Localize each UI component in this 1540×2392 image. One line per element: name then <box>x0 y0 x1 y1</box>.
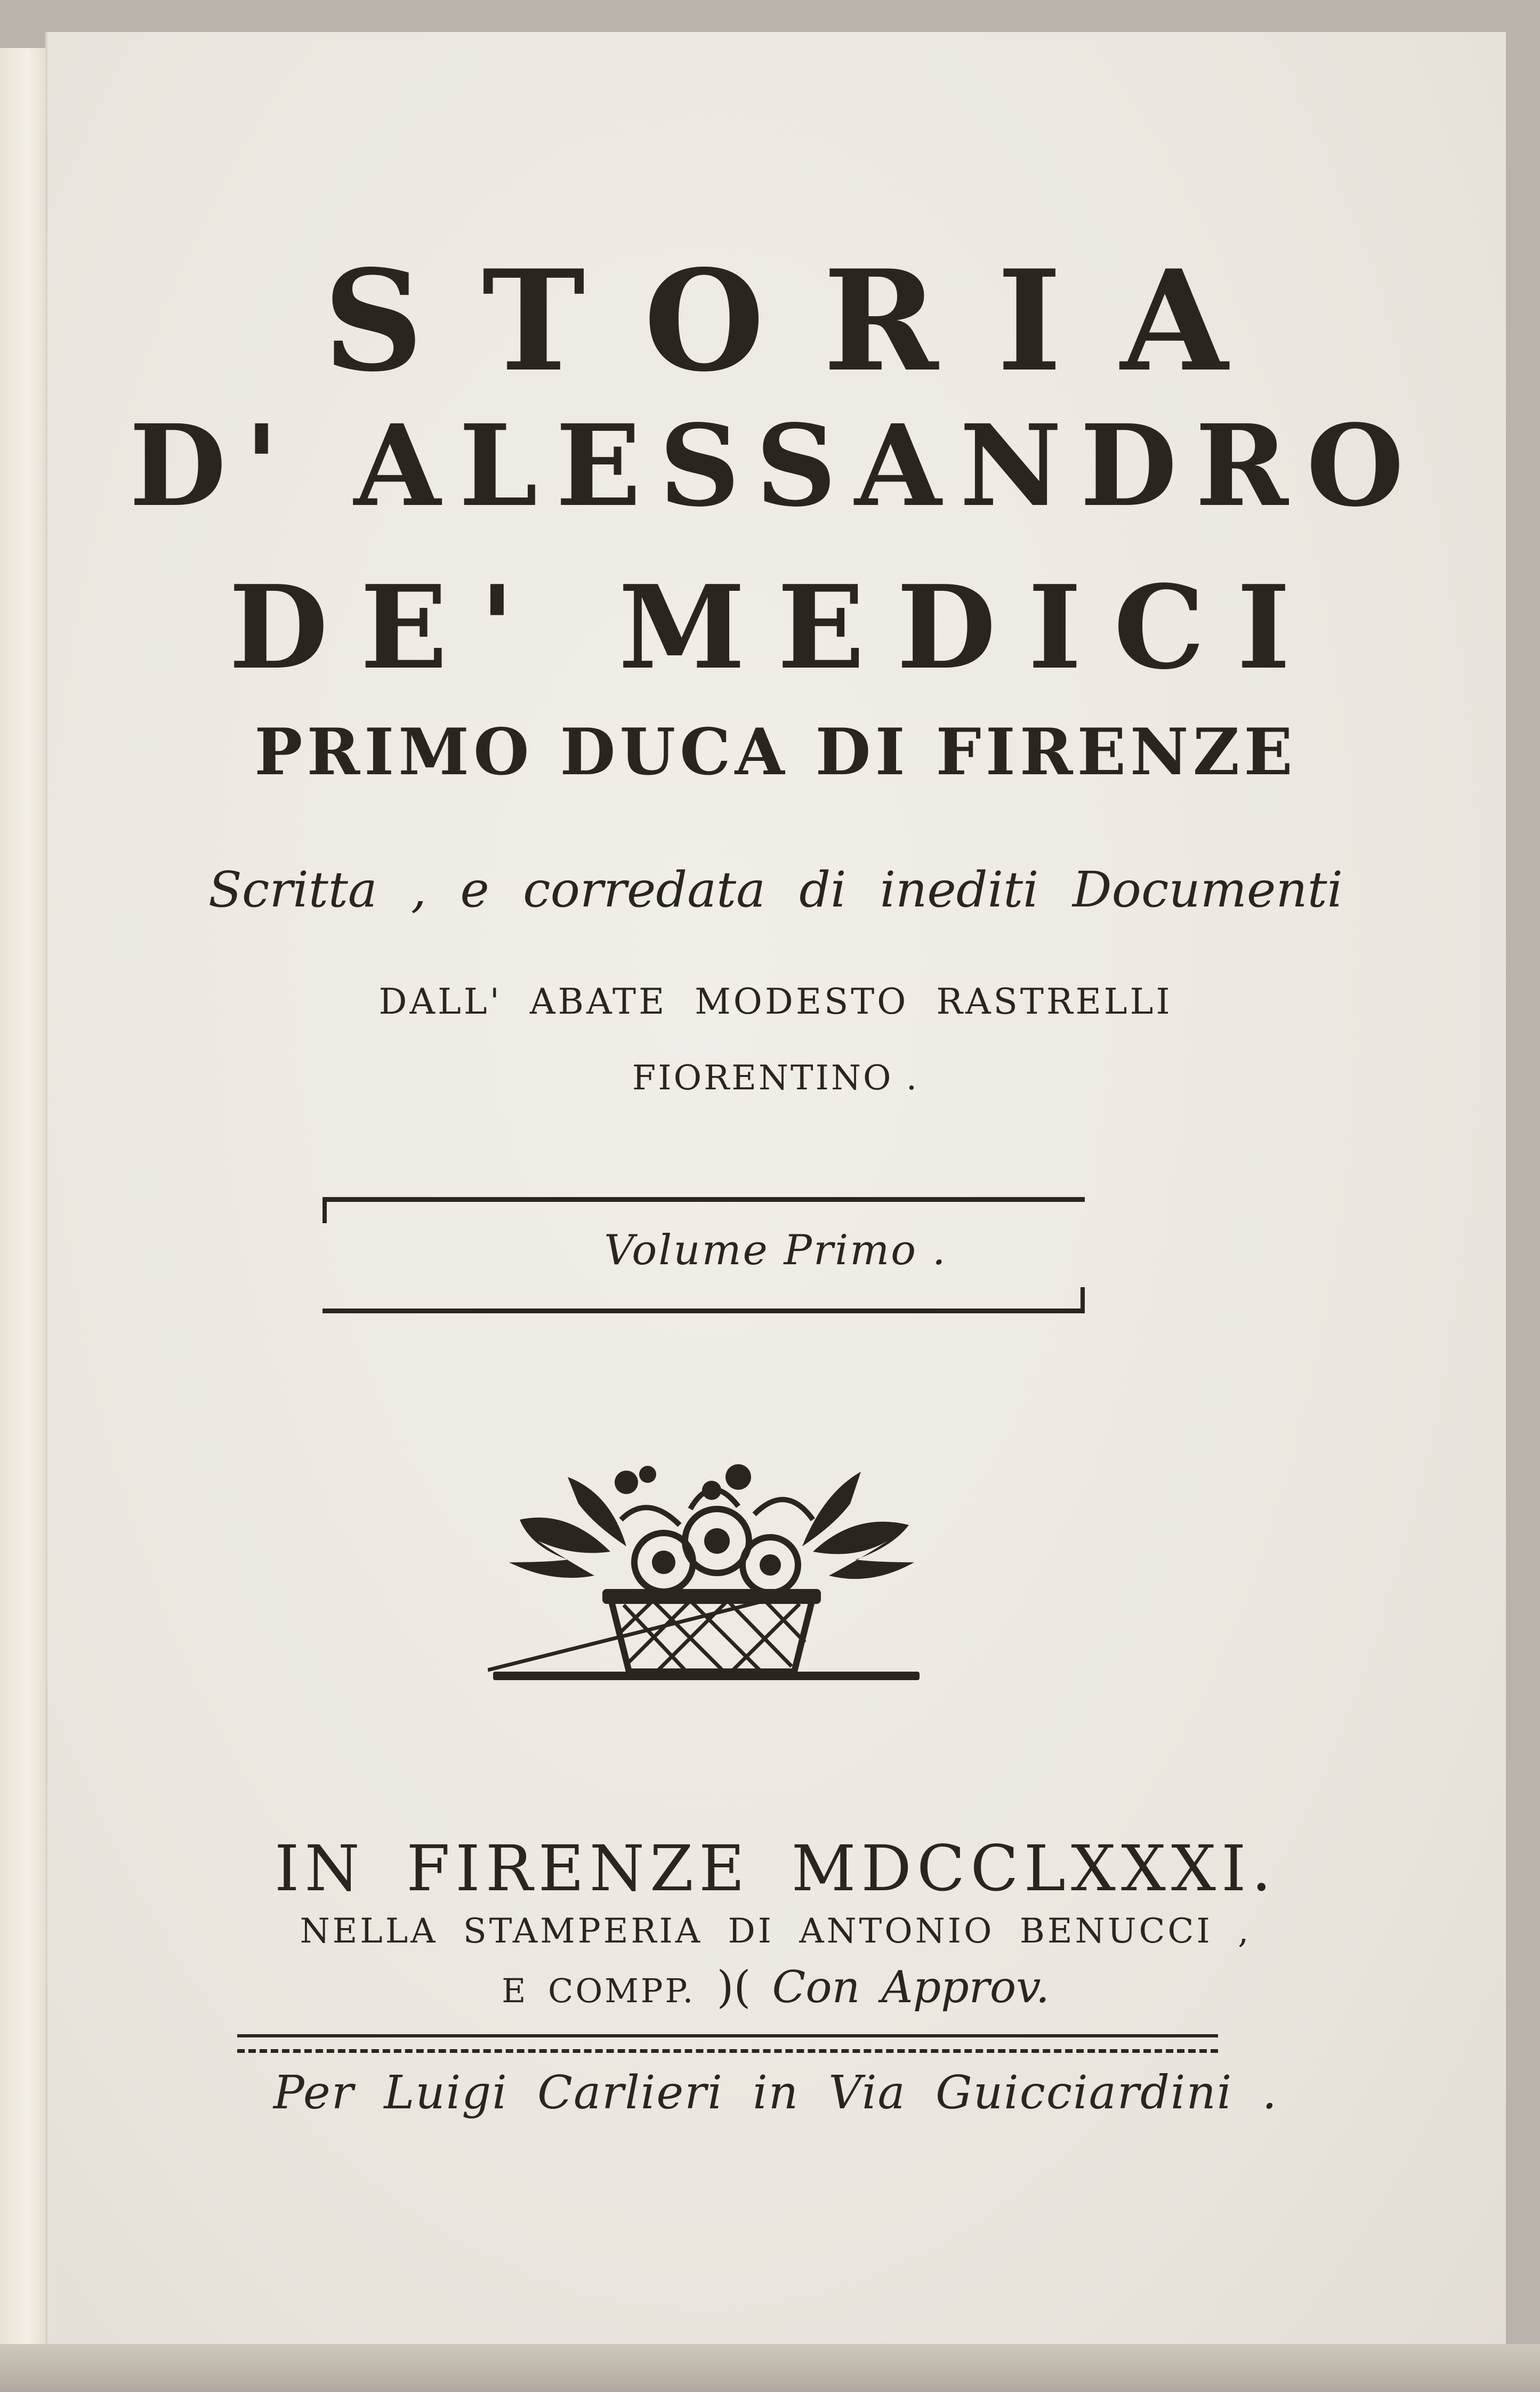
title-alessandro: D' ALESSANDRO <box>129 400 1422 532</box>
seller-line: Per Luigi Carlieri in Via Guicciardini . <box>273 2066 1278 2120</box>
imprint-compp-line <box>45 1962 1506 2013</box>
flower-basket-vignette-icon <box>488 1461 925 1696</box>
volume-label: Volume Primo . <box>604 1226 947 1274</box>
ornamental-rule <box>237 2034 1218 2053</box>
imprint-compp: E COMPP. <box>502 1971 696 2010</box>
imprint-separator: )( <box>716 1962 751 2013</box>
author-origin: FIORENTINO . <box>632 1058 920 1098</box>
title-storia: STORIA <box>323 240 1287 403</box>
title-medici: DE' MEDICI <box>229 560 1323 695</box>
title-primo-duca: PRIMO DUCA DI FIRENZE <box>254 715 1297 790</box>
table-surface <box>0 2344 1540 2392</box>
imprint-approval: Con Approv. <box>772 1962 1050 2013</box>
subtitle: Scritta , e corredata di inediti Documenti <box>208 861 1343 918</box>
author-line: DALL' ABATE MODESTO RASTRELLI <box>378 981 1173 1022</box>
title-page <box>45 32 1506 2351</box>
imprint-printer: NELLA STAMPERIA DI ANTONIO BENUCCI , <box>300 1912 1252 1951</box>
imprint-city-year: IN FIRENZE MDCCLXXXI. <box>274 1832 1277 1905</box>
